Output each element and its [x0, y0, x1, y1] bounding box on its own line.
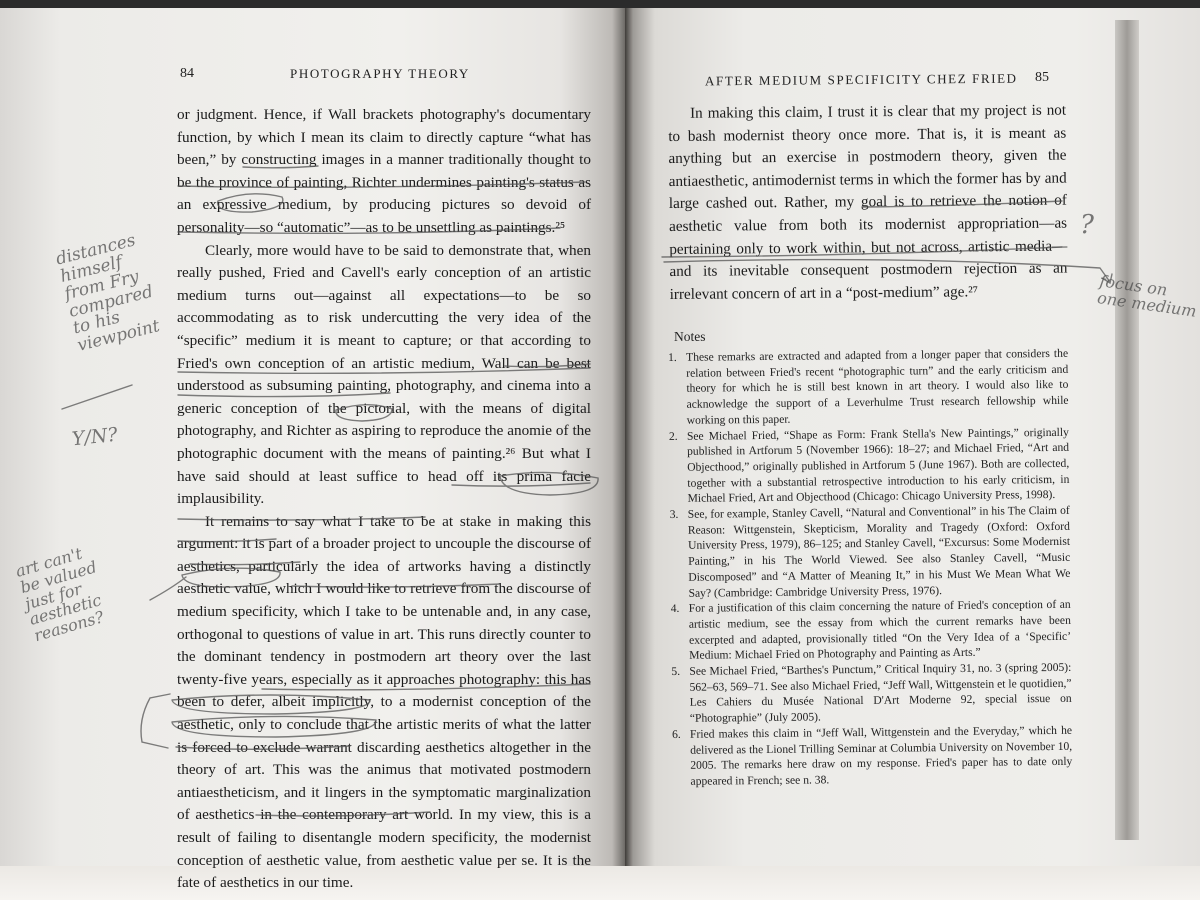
note-item: [671, 660, 1072, 727]
handwritten-note-yn: Y/N?: [70, 423, 119, 451]
left-paragraph-1: or judgment. Hence, if Wall brackets photography's documentary function, by which I mean its claim to directly capture “what has been,” by constructing images in a manner traditionally thought to be the province of painting, Richter undermines painting's status as an expressive medium, by producing pictures so devoid of personality—so “automatic”—as to be unsettling as paintings.²⁵: [177, 106, 591, 236]
note-text: See, for example, Stanley Cavell, “Natural and Conventional” in his The Claim of Reason: Wittgenstein, Skepticism, Morality and Tragedy (Oxford: Oxford University Press, 1979), 86–125; and Stanley Cavell, “Excursus: Some Modernist Painting,” in his The World Viewed. See also Stanley Cavell, “Music Discomposed” and “A Matter of Meaning It,” in his Must We Mean What We Say? (Cambridge: Cambridge University Press, 1976).: [687, 503, 1071, 600]
left-paragraph-2: Clearly, more would have to be said to demonstrate that, when really pushed, Fried and Cavell's early conception of an artistic medium turns out—against all expectations—to be so accommodating as to risk undercutting the very idea of the “specific” medium it is meant to capture; or that according to Fried's own conception of an artistic medium, Wall can be best understood as subsuming painting, photography, and cinema into a generic conception of the pictorial, with the means of digital photography, and Richter as aspiring to reproduce the anomie of the photographic document with the means of painting.²⁶ But what I have said should at least suffice to head off its prima facie implausibility.: [177, 241, 591, 508]
note-number: 1.: [668, 350, 677, 364]
note-text: For a justification of this claim concerning the nature of Fried's conception of an artistic medium, see the essay from which the current remarks have been excerpted and adapted, provisionally titled “On the Very Idea of a ‘Specific’ Medium: Michael Fried on Photography and Painting as Arts.”: [688, 598, 1072, 663]
notes-title: Notes: [674, 329, 706, 344]
note-text: These remarks are extracted and adapted from a longer paper that considers the relation between Fried's recent “photographic turn” and the early criticism and theory for which he is still best known in art theory. I would also like to acknowledge the support of a Leverhulme Trust research fellowship while working on this paper.: [686, 346, 1069, 427]
right-body-text: [668, 100, 1068, 307]
note-item: [669, 424, 1070, 507]
note-item: [670, 503, 1071, 601]
note-text: See Michael Fried, “Barthes's Punctum,” Critical Inquiry 31, no. 3 (spring 2005): 562–63, 569–71. See also Michael Fried, “Jeff Wall, Wittgenstein et le quotidien,” Les Cahiers du Musée National D'Art Moderne 92, special issue on “Photographie” (July 2005).: [689, 660, 1072, 725]
right-page-number: 85: [1035, 70, 1049, 85]
handwritten-question-mark: ?: [1080, 210, 1094, 240]
left-running-head: PHOTOGRAPHY THEORY: [290, 66, 470, 81]
left-page-number: 84: [180, 66, 194, 81]
note-number: 2.: [668, 429, 678, 443]
right-running-head: AFTER MEDIUM SPECIFICITY CHEZ FRIED: [704, 70, 1018, 89]
note-text: See Michael Fried, “Shape as Form: Frank Stella's New Paintings,” originally published in Artforum 5 (November 1966): 18–27; and Michael Fried, “Art and Objecthood,” originally published in Artforum 5 (June 1967). Both are collected, together with a substantial retrospective introduction to his early criticism, in Michael Fried, Art and Objecthood (Chicago: Chicago University Press, 1998).: [686, 425, 1070, 506]
note-item: [671, 597, 1072, 664]
note-text: Fried makes this claim in “Jeff Wall, Wittgenstein and the Everyday,” which he delivered as the Lionel Trilling Seminar at Columbia University on November 10, 2005. The remarks here draw on my response. Fried's paper has to date only appeared in French; see n. 38.: [689, 723, 1073, 788]
right-paragraph: In making this claim, I trust it is clear that my project is not to bash modernist theory once more. That is, it is meant as anything but an exercise in postmodern theory, given the antiaesthetic, antimodernist terms in which the former has by and large cashed out. Rather, my goal is to retrieve the notion of aesthetic value from both its modernist appropriation—as pertaining only to work within, but not across, artistic media—and its inevitable consequent postmodern rejection as an irrelevant concern of art in a “post-medium” age.²⁷: [668, 101, 1068, 303]
note-number: 3.: [669, 507, 679, 522]
left-body-text: [177, 104, 591, 895]
handwritten-note-aesthetic: art can't be valued just for aesthetic reasons?: [13, 543, 106, 646]
notes-list: [668, 346, 1073, 790]
page-edge-shadow: [1115, 20, 1139, 840]
left-paragraph-3: It remains to say what I take to be at stake in making this argument: it is part of a broader project to uncouple the discourse of aesthetics, particularly the idea of artworks having a distinctly aesthetic value, which I would like to retrieve from the discourse of medium specificity, which I take to be untenable and, in any case, orthogonal to questions of value in art. This runs directly counter to the dominant tendency in postmodern art theory over the last twenty-five years, especially as it approaches photography: this has been to defer, albeit implicitly, to a modernist conception of the aesthetic, only to conclude that the artistic merits of what the latter is forced to exclude warrant discarding aesthetics altogether in the theory of art. This was the animus that motivated postmodern antiaestheticism, and it lingers in the symptomatic marginalization of aesthetics in the contemporary art world. In my view, this is a result of failing to disentangle modern specificity, the modernist conception of aesthetic value, from aesthetic value per se. It is the fate of aesthetics in our time.: [177, 512, 591, 892]
note-number: 4.: [670, 602, 680, 616]
handwritten-note-focus: focus on one medium: [1096, 271, 1198, 321]
note-item: [668, 346, 1069, 429]
note-number: 5.: [671, 664, 681, 679]
handwritten-note-distances: distances himself from Fry compared to his viewpoint: [53, 230, 162, 357]
note-number: 6.: [671, 727, 681, 741]
note-item: [672, 723, 1073, 790]
